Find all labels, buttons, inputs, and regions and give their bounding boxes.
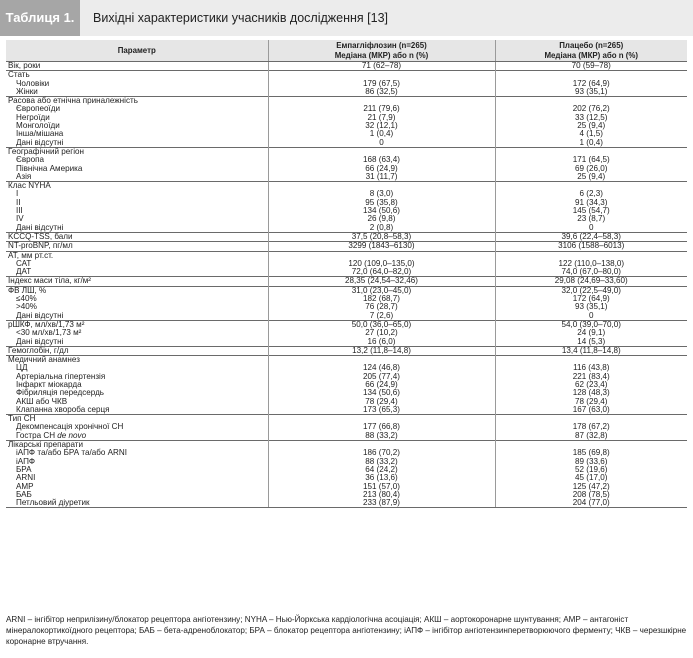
empagliflozin-value: 66 (24,9): [268, 165, 495, 173]
placebo-value: 172 (64,9): [495, 295, 687, 303]
table-row: [6, 499, 687, 508]
placebo-value: 14 (5,3): [495, 338, 687, 347]
baseline-characteristics-table: [6, 40, 687, 508]
placebo-value: 23 (8,7): [495, 215, 687, 223]
empagliflozin-value: 28,35 (24,54–32,46): [268, 277, 495, 286]
row-label: Індекс маси тіла, кг/м²: [6, 277, 268, 286]
placebo-value: 89 (33,6): [495, 458, 687, 466]
empagliflozin-value: 66 (24,9): [268, 381, 495, 389]
row-label: Фібриляція передсердь: [16, 388, 105, 398]
placebo-value: 24 (9,1): [495, 329, 687, 337]
placebo-value: 122 (110,0–138,0): [495, 260, 687, 268]
empagliflozin-value: 88 (33,2): [268, 432, 495, 441]
placebo-value: 0: [495, 224, 687, 233]
placebo-value: 74,0 (67,0–80,0): [495, 268, 687, 277]
placebo-value: 87 (32,8): [495, 432, 687, 441]
row-label: Азія: [16, 171, 32, 181]
placebo-value: 25 (9,4): [495, 173, 687, 182]
row-label: Гостра СН de novo: [16, 430, 87, 440]
table-row: [6, 303, 687, 311]
table-title: Вихідні характеристики учасників дослідження [13]: [93, 11, 389, 25]
placebo-value: 32,0 (22,5–49,0): [495, 286, 687, 295]
table-row: [6, 62, 687, 71]
row-label: АКШ або ЧКВ: [16, 396, 68, 406]
row-label: ARNI: [16, 473, 36, 483]
empagliflozin-value: 78 (29,4): [268, 398, 495, 406]
placebo-value: 204 (77,0): [495, 499, 687, 508]
empagliflozin-value: 37,5 (20,8–58,3): [268, 232, 495, 241]
placebo-value: 13,4 (11,8–14,8): [495, 346, 687, 355]
empagliflozin-value: 213 (80,4): [268, 491, 495, 499]
table-body: [6, 62, 687, 508]
empagliflozin-value: 186 (70,2): [268, 449, 495, 457]
empagliflozin-value: 31 (11,7): [268, 173, 495, 182]
row-label: Дані відсутні: [16, 310, 64, 320]
placebo-value: 125 (47,2): [495, 483, 687, 491]
placebo-value: 6 (2,3): [495, 190, 687, 198]
row-label: >40%: [16, 302, 37, 312]
column-header-parameter: Параметр: [6, 40, 268, 62]
row-label: I: [16, 189, 19, 199]
row-label: Північна Америка: [16, 163, 83, 173]
placebo-value: 167 (63,0): [495, 406, 687, 415]
placebo-value: 70 (59–78): [495, 62, 687, 71]
row-label: III: [16, 206, 23, 216]
empagliflozin-value: 21 (7,9): [268, 114, 495, 122]
table-row: [6, 432, 687, 441]
row-label: Лікарські препарати: [6, 441, 268, 450]
row-label: Дані відсутні: [16, 137, 64, 147]
empagliflozin-value: 86 (32,5): [268, 88, 495, 97]
row-label: Стать: [6, 71, 268, 80]
empagliflozin-value: 16 (6,0): [268, 338, 495, 347]
row-label: Клас NYHA: [6, 182, 268, 191]
empagliflozin-value: 95 (35,8): [268, 199, 495, 207]
table-row: [6, 338, 687, 347]
row-label: АМР: [16, 481, 34, 491]
empagliflozin-value: 26 (9,8): [268, 215, 495, 223]
row-label: ЦД: [16, 363, 28, 373]
row-label: Чоловіки: [16, 78, 50, 88]
table-row: [6, 346, 687, 355]
row-label: Географічний регіон: [6, 147, 268, 156]
table-row: [6, 406, 687, 415]
table-header-row: [6, 40, 687, 62]
row-label: NT-proBNP, пг/мл: [6, 242, 268, 251]
row-label: ДАТ: [16, 267, 32, 277]
empagliflozin-value: 72,0 (64,0–82,0): [268, 268, 495, 277]
placebo-value: 93 (35,1): [495, 88, 687, 97]
placebo-value: 25 (9,4): [495, 122, 687, 130]
empagliflozin-value: 2 (0,8): [268, 224, 495, 233]
empagliflozin-value: 27 (10,2): [268, 329, 495, 337]
row-label: БАБ: [16, 489, 32, 499]
placebo-value: 145 (54,7): [495, 207, 687, 215]
empagliflozin-value: 134 (50,6): [268, 207, 495, 215]
row-label: Дані відсутні: [16, 336, 64, 346]
empagliflozin-value: 205 (77,4): [268, 373, 495, 381]
placebo-value: 185 (69,8): [495, 449, 687, 457]
empagliflozin-value: 76 (28,7): [268, 303, 495, 311]
empagliflozin-value: 134 (50,6): [268, 389, 495, 397]
row-label: Клапанна хвороба серця: [16, 404, 110, 414]
row-label: Європеоїди: [16, 104, 60, 114]
row-label: Медичний анамнез: [6, 356, 268, 365]
row-label: Петльовий діуретик: [6, 499, 268, 508]
table-row: [6, 242, 687, 251]
empagliflozin-value: 64 (24,2): [268, 466, 495, 474]
row-label: Гемоглобін, г/дл: [6, 346, 268, 355]
column-header-placebo: Плацебо (n=265) Медіана (МКР) або n (%): [495, 40, 687, 62]
row-label: Дані відсутні: [16, 222, 64, 232]
row-label: іАПФ та/або БРА та/або ARNI: [16, 448, 127, 458]
placebo-value: 128 (48,3): [495, 389, 687, 397]
placebo-value: 3106 (1588–6013): [495, 242, 687, 251]
row-label: АТ, мм рт.ст.: [6, 251, 268, 260]
placebo-value: 29,08 (24,69–33,60): [495, 277, 687, 286]
row-label: рШКФ, мл/хв/1,73 м²: [6, 320, 268, 329]
row-label: ФВ ЛШ, %: [6, 286, 268, 295]
placebo-value: 33 (12,5): [495, 114, 687, 122]
row-label: Тип СН: [6, 415, 268, 424]
placebo-value: 91 (34,3): [495, 199, 687, 207]
placebo-value: 116 (43,8): [495, 364, 687, 372]
row-label: Інша/мішана: [16, 129, 64, 139]
row-label: Європа: [16, 155, 45, 165]
footnote: ARNI – інгібітор неприлізину/блокатор рецептора ангіотензину; NYHA – Нью-Йоркська кардіологічна асоціація; АКШ – аортокоронарне шунтування; АМР – антагоніст мінералокортикоїдного рецептора; БАБ – бета-адреноблокатор; БРА – блокатор рецептора ангіотензину; іАПФ – інгібітор ангіотензинперетворюючого ферменту; ЧКВ – черезшкірне коронарне втручання.: [6, 615, 687, 646]
row-label: БРА: [16, 464, 32, 474]
table-row: [6, 215, 687, 223]
row-label: іАПФ: [16, 456, 36, 466]
empagliflozin-value: 88 (33,2): [268, 458, 495, 466]
empagliflozin-value: 1 (0,4): [268, 130, 495, 138]
table-row: [6, 139, 687, 148]
placebo-value: 52 (19,6): [495, 466, 687, 474]
placebo-value: 62 (23,4): [495, 381, 687, 389]
empagliflozin-value: 32 (12,1): [268, 122, 495, 130]
empagliflozin-value: 179 (67,5): [268, 80, 495, 88]
empagliflozin-value: 8 (3,0): [268, 190, 495, 198]
empagliflozin-value: 182 (68,7): [268, 295, 495, 303]
empagliflozin-value: 151 (57,0): [268, 483, 495, 491]
row-label: Жінки: [16, 86, 38, 96]
row-label: Вік, роки: [8, 61, 41, 70]
empagliflozin-value: 13,2 (11,8–14,8): [268, 346, 495, 355]
placebo-value: 45 (17,0): [495, 474, 687, 482]
row-label: Монголоїди: [16, 121, 60, 131]
placebo-value: 1 (0,4): [495, 139, 687, 148]
row-label: II: [16, 197, 21, 207]
table-number-badge: Таблиця 1.: [0, 0, 80, 36]
empagliflozin-value: 177 (66,8): [268, 423, 495, 431]
empagliflozin-value: 124 (46,8): [268, 364, 495, 372]
row-label: Інфаркт міокарда: [16, 379, 82, 389]
placebo-value: 69 (26,0): [495, 165, 687, 173]
placebo-value: 171 (64,5): [495, 156, 687, 164]
row-label: KCCQ-TSS, бали: [6, 232, 268, 241]
italic-term: de novo: [57, 430, 87, 440]
placebo-value: 172 (64,9): [495, 80, 687, 88]
empagliflozin-value: 168 (63,4): [268, 156, 495, 164]
placebo-value: 221 (83,4): [495, 373, 687, 381]
empagliflozin-value: 31,0 (23,0–45,0): [268, 286, 495, 295]
column-header-empagliflozin: Емпагліфлозин (n=265) Медіана (МКР) або n (%): [268, 40, 495, 62]
empagliflozin-value: 50,0 (36,0–65,0): [268, 320, 495, 329]
empagliflozin-value: 120 (109,0–135,0): [268, 260, 495, 268]
empagliflozin-value: 36 (13,6): [268, 474, 495, 482]
row-label: ≤40%: [16, 294, 37, 304]
row-label: Декомпенсація хронічної СН: [16, 422, 124, 432]
placebo-value: 4 (1,5): [495, 130, 687, 138]
row-label: IV: [16, 214, 24, 224]
row-label: <30 мл/хв/1,73 м²: [16, 328, 82, 338]
empagliflozin-value: 233 (87,9): [268, 499, 495, 508]
placebo-value: 39,6 (22,4–58,3): [495, 232, 687, 241]
table-row: [6, 277, 687, 286]
placebo-value: 202 (76,2): [495, 105, 687, 113]
placebo-value: 178 (67,2): [495, 423, 687, 431]
table-caption-bar: [0, 0, 693, 36]
row-label: Негроїди: [16, 112, 50, 122]
table-row: [6, 173, 687, 182]
empagliflozin-value: 3299 (1843–6130): [268, 242, 495, 251]
placebo-value: 78 (29,4): [495, 398, 687, 406]
empagliflozin-value: 7 (2,6): [268, 312, 495, 321]
row-label: Расова або етнічна приналежність: [6, 97, 268, 106]
empagliflozin-value: 211 (79,6): [268, 105, 495, 113]
row-label: САТ: [16, 258, 32, 268]
empagliflozin-value: 0: [268, 139, 495, 148]
empagliflozin-value: 71 (62–78): [268, 62, 495, 71]
row-label: Артеріальна гіпертензія: [16, 371, 106, 381]
placebo-value: 0: [495, 312, 687, 321]
placebo-value: 208 (78,5): [495, 491, 687, 499]
placebo-value: 54,0 (39,0–70,0): [495, 320, 687, 329]
placebo-value: 93 (35,1): [495, 303, 687, 311]
empagliflozin-value: 173 (65,3): [268, 406, 495, 415]
